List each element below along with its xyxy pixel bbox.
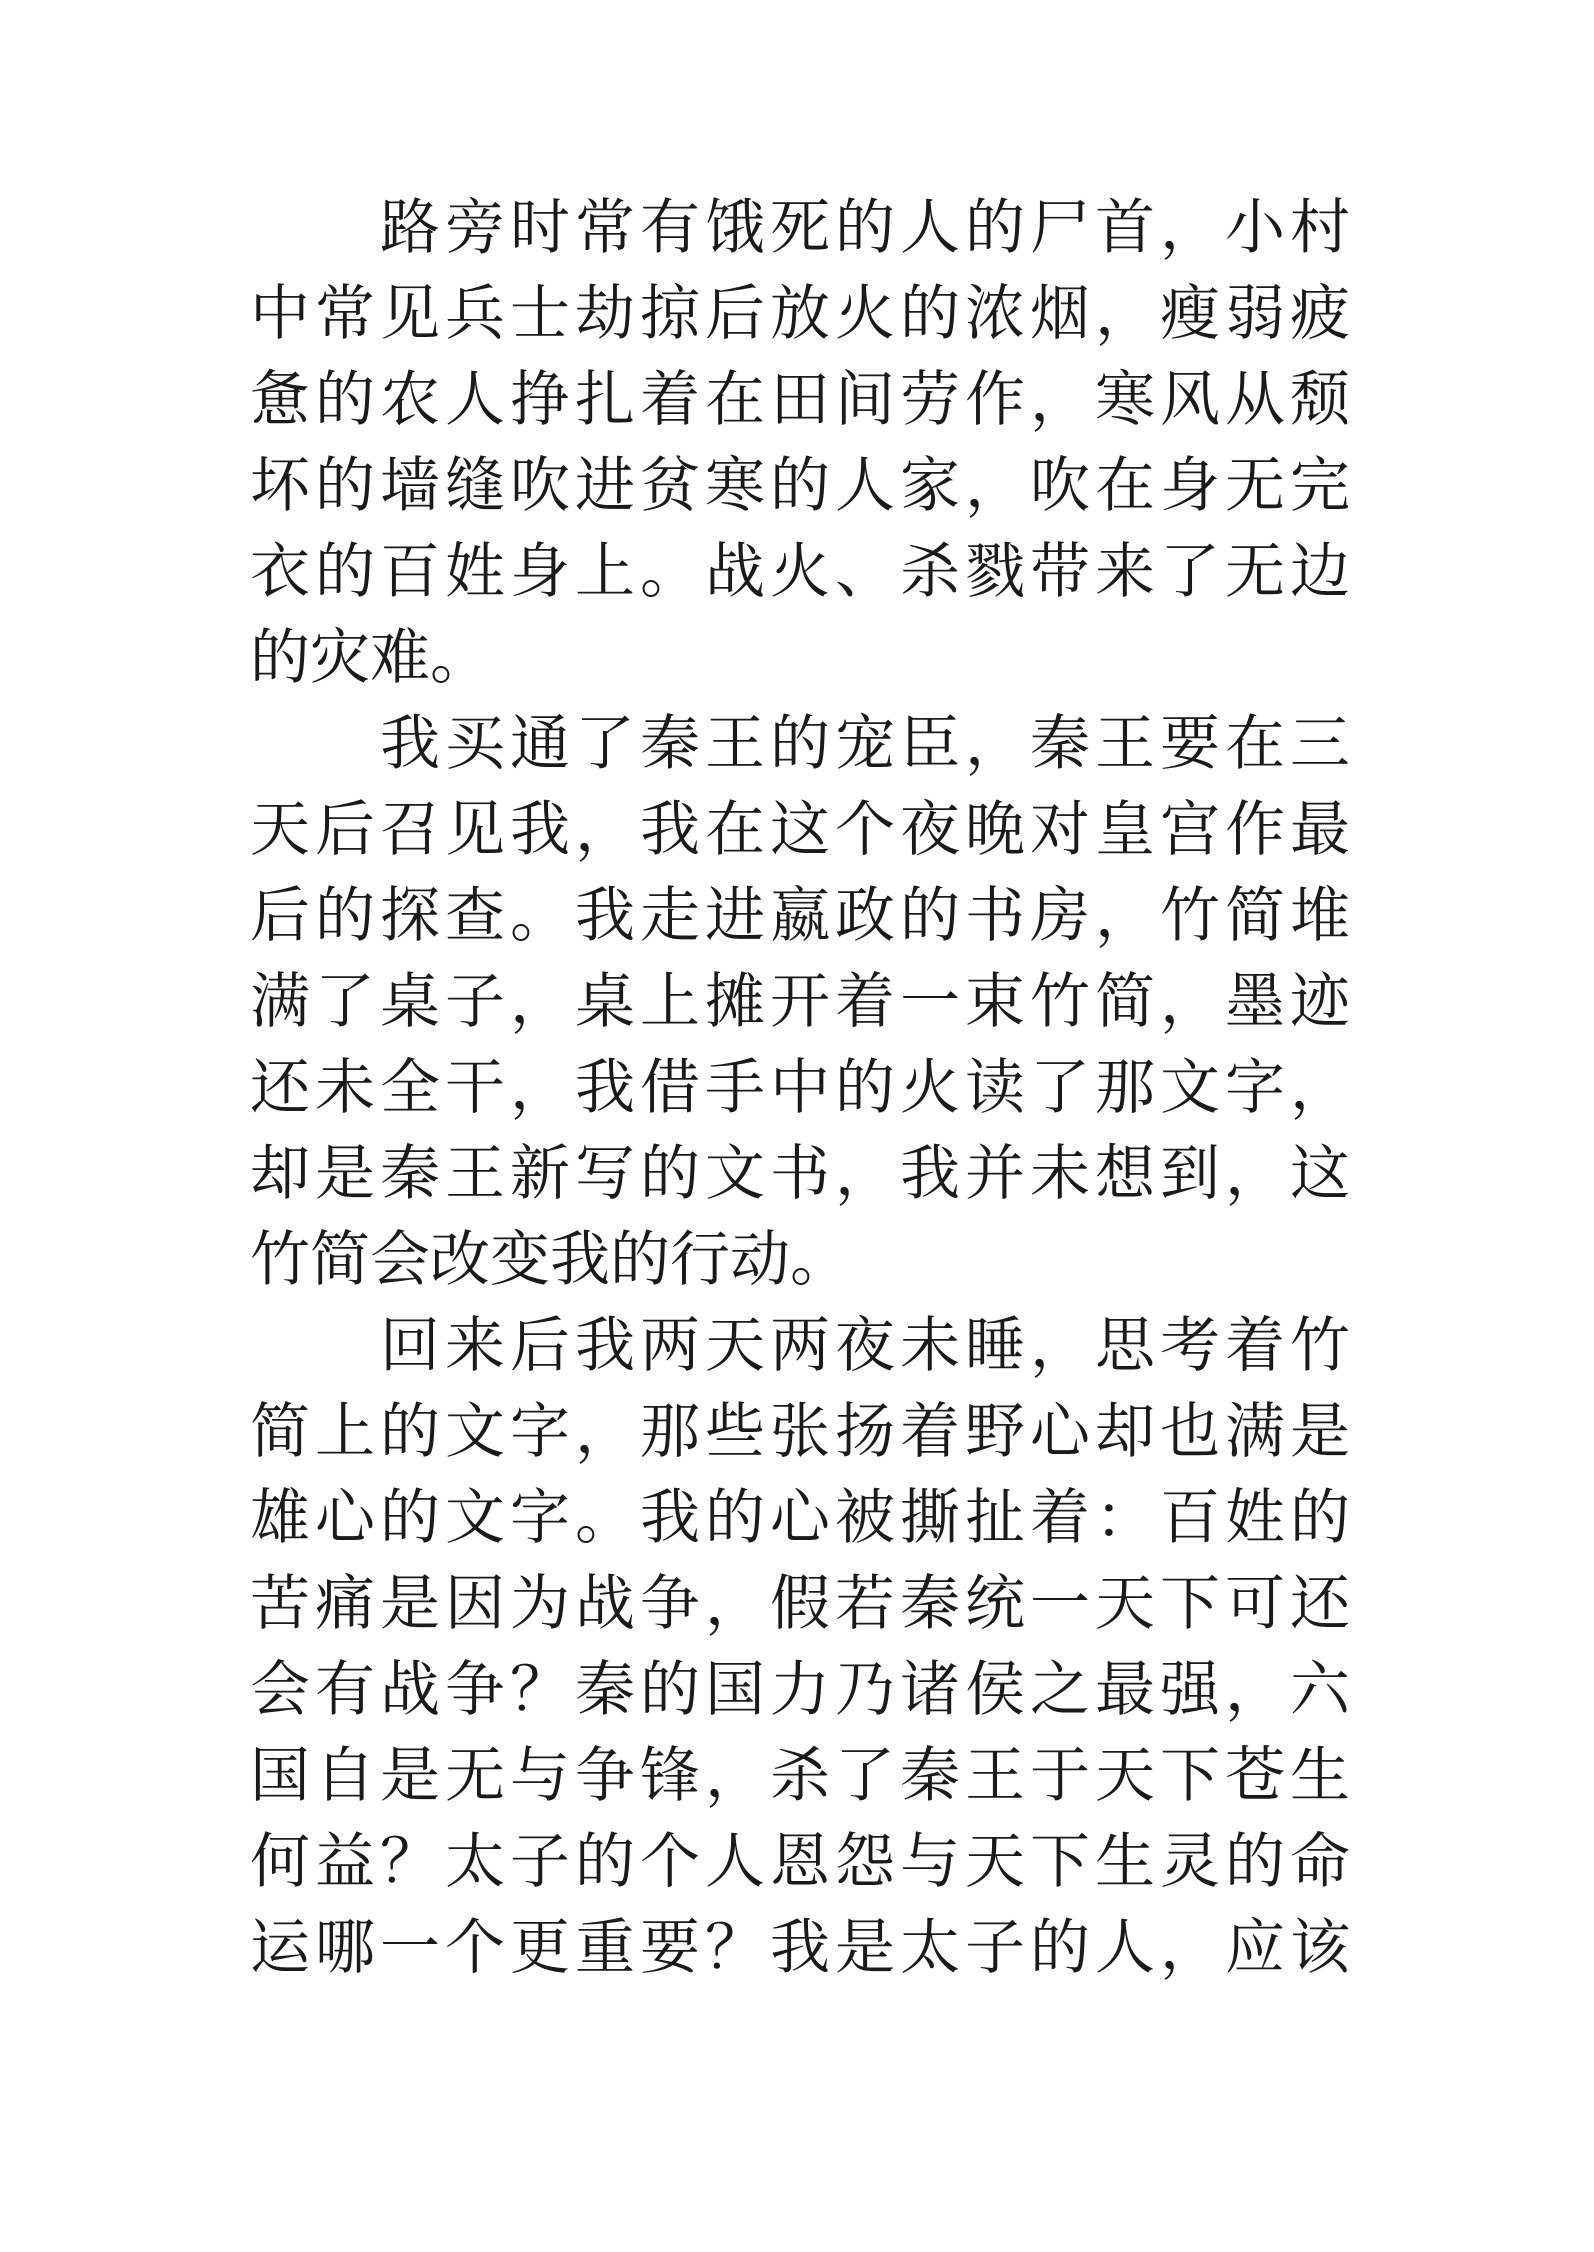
paragraph bbox=[250, 185, 1350, 701]
text-line: 却是秦王新写的文书，我并未想到，这 bbox=[250, 1139, 1350, 1209]
text-line: 还未全干，我借手中的火读了那文字， bbox=[250, 1053, 1350, 1123]
text-line: 简上的文字，那些张扬着野心却也满是 bbox=[250, 1397, 1350, 1467]
text-line: 国自是无与争锋，杀了秦王于天下苍生 bbox=[250, 1741, 1350, 1811]
text-line: 回来后我两天两夜未睡，思考着竹 bbox=[380, 1311, 1350, 1381]
text-line: 惫的农人挣扎着在田间劳作，寒风从颓 bbox=[250, 365, 1350, 435]
text-line: 满了桌子，桌上摊开着一束竹简，墨迹 bbox=[250, 967, 1350, 1037]
text-line: 中常见兵士劫掠后放火的浓烟，瘦弱疲 bbox=[250, 279, 1350, 349]
text-line: 苦痛是因为战争，假若秦统一天下可还 bbox=[250, 1569, 1350, 1639]
text-line: 运哪一个更重要？我是太子的人，应该 bbox=[250, 1913, 1350, 1983]
body-text bbox=[250, 185, 1350, 1991]
text-line: 会有战争？秦的国力乃诸侯之最强，六 bbox=[250, 1655, 1350, 1725]
paragraph bbox=[250, 701, 1350, 1303]
text-line: 路旁时常有饿死的人的尸首，小村 bbox=[380, 193, 1350, 263]
text-line: 竹简会改变我的行动。 bbox=[250, 1225, 850, 1295]
paragraph bbox=[250, 1303, 1350, 1991]
text-line: 何益？太子的个人恩怨与天下生灵的命 bbox=[250, 1827, 1350, 1897]
text-line: 我买通了秦王的宠臣，秦王要在三 bbox=[380, 709, 1350, 779]
text-line: 雄心的文字。我的心被撕扯着：百姓的 bbox=[250, 1483, 1350, 1553]
text-line: 坏的墙缝吹进贫寒的人家，吹在身无完 bbox=[250, 451, 1350, 521]
text-line: 天后召见我，我在这个夜晚对皇宫作最 bbox=[250, 795, 1350, 865]
text-line: 衣的百姓身上。战火、杀戮带来了无边 bbox=[250, 537, 1350, 607]
text-line: 的灾难。 bbox=[250, 623, 490, 693]
text-line: 后的探查。我走进嬴政的书房，竹简堆 bbox=[250, 881, 1350, 951]
